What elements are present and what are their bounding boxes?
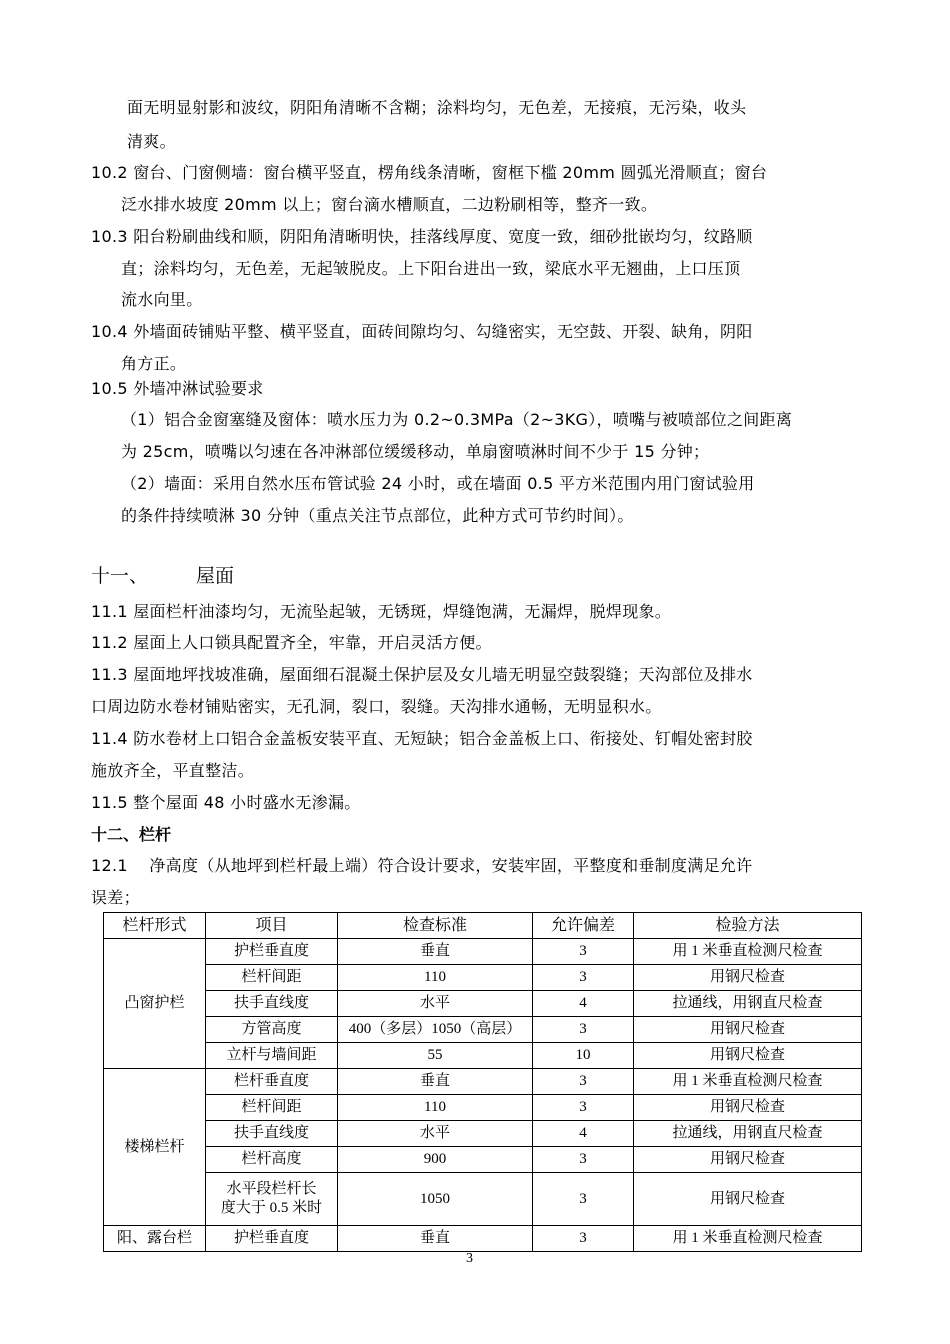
table-cell: 900	[338, 1147, 533, 1173]
table-row	[104, 965, 862, 991]
table-cell: 3	[533, 1069, 634, 1095]
table-cell: 3	[533, 1017, 634, 1043]
table-cell: 栏杆间距	[206, 1095, 338, 1121]
table-header: 允许偏差	[533, 913, 634, 939]
table-row	[104, 1121, 862, 1147]
table-row	[104, 1043, 862, 1069]
section-11-number: 十一、	[91, 565, 149, 587]
railing-inspection-table	[103, 912, 862, 1252]
table-row	[104, 1226, 862, 1252]
item-10-5-point-1: （1）铝合金窗塞缝及窗体：喷水压力为 0.2~0.3MPa（2~3KG），喷嘴与被喷部位之间距离	[121, 410, 793, 429]
section-12-heading: 十二、栏杆	[91, 825, 172, 844]
item-10-5-point-2: （2）墙面：采用自然水压布管试验 24 小时，或在墙面 0.5 平方米范围内用门窗试验用	[121, 474, 755, 493]
item-10-5-point-2-cont: 的条件持续喷淋 30 分钟（重点关注节点部位，此种方式可节约时间）。	[121, 506, 634, 525]
table-row	[104, 1173, 862, 1226]
table-cell: 护栏垂直度	[206, 1226, 338, 1252]
table-cell: 3	[533, 965, 634, 991]
table-cell: 垂直	[338, 939, 533, 965]
table-cell: 4	[533, 991, 634, 1017]
table-cell: 水平	[338, 1121, 533, 1147]
table-row	[104, 939, 862, 965]
table-cell: 用钢尺检查	[634, 965, 862, 991]
table-cell: 扶手直线度	[206, 1121, 338, 1147]
table-cell: 方管高度	[206, 1017, 338, 1043]
table-cell: 4	[533, 1121, 634, 1147]
table-cell	[206, 1173, 338, 1226]
group-cell-balcony: 阳、露台栏	[104, 1226, 206, 1252]
paragraph-line: 清爽。	[127, 132, 176, 151]
table-cell: 10	[533, 1043, 634, 1069]
table-cell: 3	[533, 1226, 634, 1252]
table-cell: 用 1 米垂直检测尺检查	[634, 1226, 862, 1252]
section-11-title: 屋面	[196, 565, 235, 587]
table-cell: 用 1 米垂直检测尺检查	[634, 1069, 862, 1095]
table-cell: 3	[533, 1173, 634, 1226]
item-10-5-point-1-cont: 为 25cm，喷嘴以匀速在各冲淋部位缓缓移动，单扇窗喷淋时间不少于 15 分钟；	[121, 442, 710, 461]
table-cell: 垂直	[338, 1069, 533, 1095]
table-cell: 拉通线，用钢直尺检查	[634, 1121, 862, 1147]
table-cell: 用钢尺检查	[634, 1043, 862, 1069]
table-cell: 用 1 米垂直检测尺检查	[634, 939, 862, 965]
item-11-3-cont: 口周边防水卷材铺贴密实，无孔洞，裂口，裂缝。天沟排水通畅，无明显积水。	[91, 697, 662, 716]
group-cell-bay-window: 凸窗护栏	[104, 939, 206, 1069]
item-10-4-cont: 角方正。	[121, 354, 187, 373]
table-row	[104, 991, 862, 1017]
table-cell: 用钢尺检查	[634, 1017, 862, 1043]
item-10-2-cont: 泛水排水坡度 20mm 以上；窗台滴水槽顺直，二边粉刷相等，整齐一致。	[121, 195, 658, 214]
table-cell: 立杆与墙间距	[206, 1043, 338, 1069]
table-row	[104, 1017, 862, 1043]
item-11-5: 11.5 整个屋面 48 小时盛水无渗漏。	[91, 793, 361, 812]
item-10-3-cont: 直；涂料均匀，无色差，无起皱脱皮。上下阳台进出一致，梁底水平无翘曲，上口压顶	[121, 259, 741, 278]
table-cell: 用钢尺检查	[634, 1147, 862, 1173]
table-cell: 3	[533, 939, 634, 965]
item-11-2: 11.2 屋面上人口锁具配置齐全，牢靠，开启灵活方便。	[91, 633, 492, 652]
table-cell: 用钢尺检查	[634, 1095, 862, 1121]
table-cell: 110	[338, 1095, 533, 1121]
table-cell: 水平	[338, 991, 533, 1017]
item-10-3-cont: 流水向里。	[121, 290, 203, 309]
cell-line: 度大于 0.5 米时	[220, 1200, 323, 1216]
table-header: 检查标准	[338, 913, 533, 939]
table-cell: 栏杆垂直度	[206, 1069, 338, 1095]
item-12-1-cont: 误差；	[91, 888, 140, 907]
table-cell: 用钢尺检查	[634, 1173, 862, 1226]
table-header: 栏杆形式	[104, 913, 206, 939]
item-10-5-title: 10.5 外墙冲淋试验要求	[91, 379, 264, 398]
table-row	[104, 1095, 862, 1121]
item-10-4: 10.4 外墙面砖铺贴平整、横平竖直，面砖间隙均匀、勾缝密实，无空鼓、开裂、缺角，阴阳	[91, 322, 753, 341]
item-10-3: 10.3 阳台粉刷曲线和顺，阴阳角清晰明快，挂落线厚度、宽度一致，细砂批嵌均匀，纹路顺	[91, 227, 753, 246]
item-11-3: 11.3 屋面地坪找坡准确，屋面细石混凝土保护层及女儿墙无明显空鼓裂缝；天沟部位及排水	[91, 665, 753, 684]
item-11-4: 11.4 防水卷材上口铝合金盖板安装平直、无短缺；铝合金盖板上口、衔接处、钉帽处密封胶	[91, 729, 753, 748]
item-11-4-cont: 施放齐全，平直整洁。	[91, 761, 255, 780]
group-cell-stair-railing: 楼梯栏杆	[104, 1069, 206, 1226]
item-11-1: 11.1 屋面栏杆油漆均匀，无流坠起皱，无锈斑，焊缝饱满，无漏焊，脱焊现象。	[91, 602, 672, 621]
table-cell: 护栏垂直度	[206, 939, 338, 965]
table-cell: 3	[533, 1095, 634, 1121]
section-11-heading	[91, 564, 234, 588]
paragraph-line: 面无明显射影和波纹，阴阳角清晰不含糊；涂料均匀，无色差，无接痕，无污染，收头	[127, 98, 747, 117]
table-cell: 栏杆高度	[206, 1147, 338, 1173]
cell-line: 水平段栏杆长	[226, 1181, 317, 1197]
table-cell: 3	[533, 1147, 634, 1173]
table-header: 检验方法	[634, 913, 862, 939]
table-cell: 400（多层）1050（高层）	[338, 1017, 533, 1043]
item-10-2: 10.2 窗台、门窗侧墙：窗台横平竖直，楞角线条清晰，窗框下槛 20mm 圆弧光滑顺直；窗台	[91, 163, 768, 182]
table-cell: 55	[338, 1043, 533, 1069]
table-cell: 1050	[338, 1173, 533, 1226]
table-row	[104, 1147, 862, 1173]
item-12-1: 12.1 净高度（从地坪到栏杆最上端）符合设计要求，安装牢固，平整度和垂制度满足允许	[91, 856, 753, 875]
table-cell: 栏杆间距	[206, 965, 338, 991]
table-cell: 扶手直线度	[206, 991, 338, 1017]
table-row	[104, 1069, 862, 1095]
page-number: 3	[466, 1251, 473, 1266]
table-cell: 拉通线，用钢直尺检查	[634, 991, 862, 1017]
table-header: 项目	[206, 913, 338, 939]
table-cell: 垂直	[338, 1226, 533, 1252]
table-cell: 110	[338, 965, 533, 991]
table-header-row	[104, 913, 862, 939]
